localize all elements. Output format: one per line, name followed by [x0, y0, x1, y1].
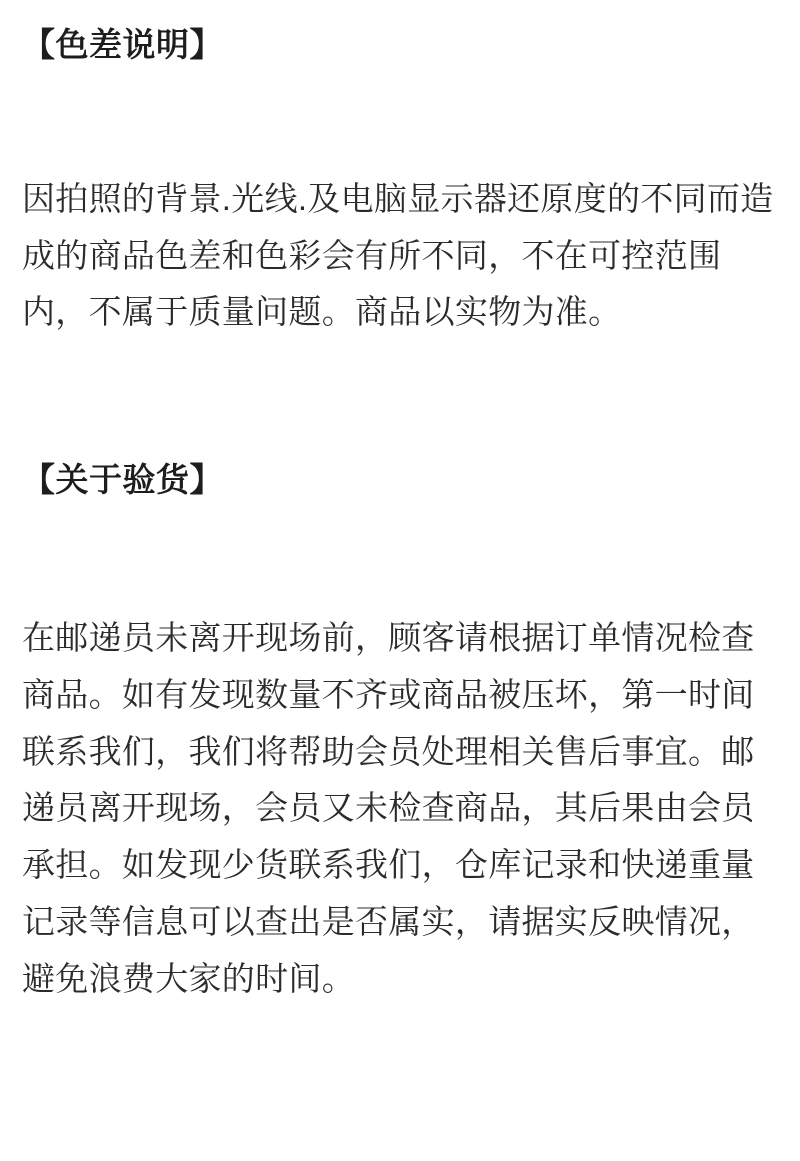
- section-body-inspection: 在邮递员未离开现场前，顾客请根据订单情况检查商品。如有发现数量不齐或商品被压坏，第一时间联系我们，我们将帮助会员处理相关售后事宜。邮递员离开现场，会员又未检查商品，其后果由会员承担。如发现少货联系我们，仓库记录和快递重量记录等信息可以查出是否属实，请据实反映情况，避免浪费大家的时间。: [22, 619, 755, 997]
- spacer: [22, 502, 778, 610]
- spacer: [22, 67, 778, 171]
- spacer: [22, 341, 778, 459]
- section-heading-inspection: 【关于验货】: [22, 461, 223, 499]
- section-inspection: [22, 459, 778, 1007]
- section-body-color-difference: 因拍照的背景.光线.及电脑显示器还原度的不同而造成的商品色差和色彩会有所不同，不在可控范围内，不属于质量问题。商品以实物为准。: [22, 179, 774, 331]
- section-heading-color-difference: 【色差说明】: [22, 26, 223, 63]
- section-color-difference: [22, 24, 778, 341]
